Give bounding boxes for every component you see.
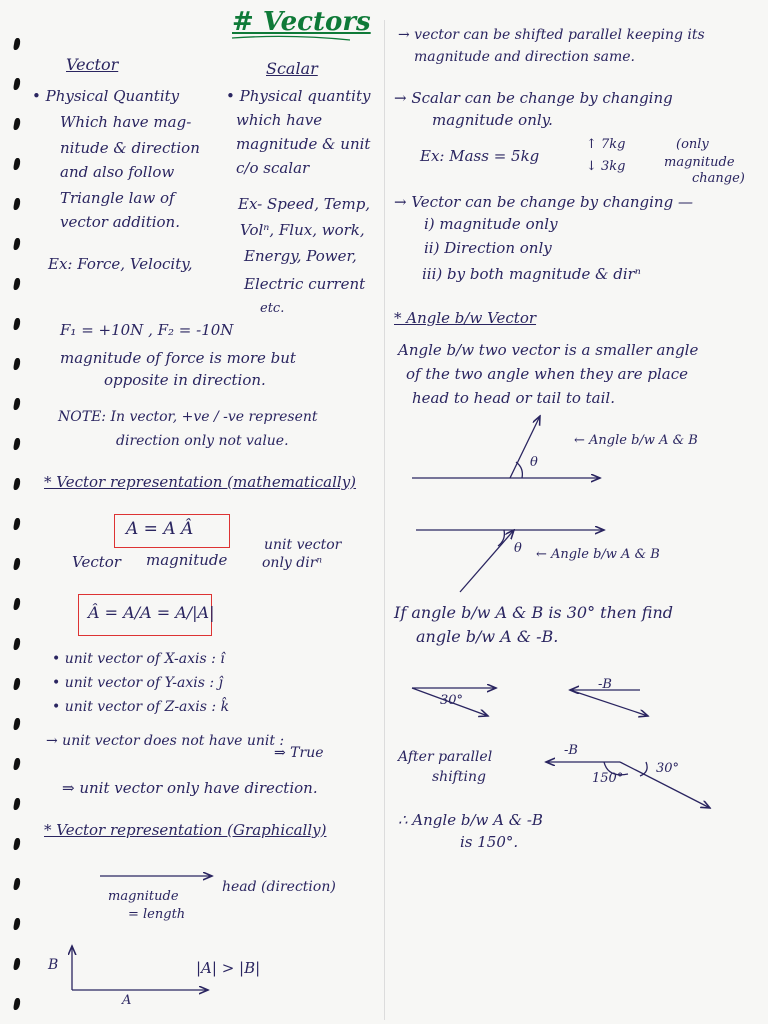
problem-line: If angle b/w A & B is 30° then find xyxy=(394,603,673,622)
vector-examples: Ex: Force, Velocity, xyxy=(48,255,193,273)
label-magnitude: magnitude xyxy=(146,551,228,569)
note-line: NOTE: In vector, +ve / -ve represent xyxy=(58,409,318,425)
shift-line: → vector can be shifted parallel keeping its xyxy=(398,27,705,43)
axis-label-a: A xyxy=(122,993,132,1008)
neg-b-label: -B xyxy=(564,743,578,758)
label-vector: Vector xyxy=(72,553,121,571)
angle-heading: * Angle b/w Vector xyxy=(394,309,537,327)
change-item: iii) by both magnitude & dirⁿ xyxy=(422,265,641,283)
only-magnitude-note: change) xyxy=(692,171,745,186)
magnitude-comparison: |A| > |B| xyxy=(196,959,261,977)
true-label: ⇒ True xyxy=(274,745,324,761)
axis-label-b: B xyxy=(48,957,59,973)
vector-def-line: • Physical Quantity xyxy=(32,87,180,105)
formula-unit-vector: Â = A/A = A/|A| xyxy=(88,603,215,622)
scalar-example-line: Energy, Power, xyxy=(244,247,357,265)
label-unit-vector: unit vector xyxy=(264,537,342,553)
unit-vector-z: • unit vector of Z-axis : k̂ xyxy=(52,699,230,715)
vector-def-line: vector addition. xyxy=(60,213,180,231)
length-label: = length xyxy=(128,907,186,922)
change-item: ii) Direction only xyxy=(424,239,552,257)
after-shift-label: shifting xyxy=(432,769,486,785)
angle-150-label: 150° xyxy=(592,771,624,786)
scalar-example-line: etc. xyxy=(260,301,285,316)
mass-example: Ex: Mass = 5kg xyxy=(420,147,540,165)
neg-b-label: -B xyxy=(598,677,612,692)
change-item: i) magnitude only xyxy=(424,215,558,233)
mass-increase: ↑ 7kg xyxy=(586,137,626,152)
math-representation-heading: * Vector representation (mathematically) xyxy=(44,473,357,491)
answer-line: is 150°. xyxy=(460,833,519,851)
head-direction-label: head (direction) xyxy=(222,879,336,895)
angle-label-head: ← Angle b/w A & B xyxy=(536,547,660,562)
scalar-def-line: magnitude & unit xyxy=(236,135,371,153)
label-unit-direction: only dirⁿ xyxy=(262,555,323,571)
unit-vector-x: • unit vector of X-axis : î xyxy=(52,651,225,667)
scalar-change-line: magnitude only. xyxy=(432,111,553,129)
vector-heading: Vector xyxy=(66,55,119,74)
problem-line: angle b/w A & -B. xyxy=(416,627,559,646)
scalar-example-line: Electric current xyxy=(244,275,366,293)
only-magnitude-note: magnitude xyxy=(664,155,735,170)
angle-definition-line: of the two angle when they are place xyxy=(406,365,688,383)
formula-vector: A = A Â xyxy=(126,519,194,539)
answer-line: ∴ Angle b/w A & -B xyxy=(398,811,543,829)
magnitude-label: magnitude xyxy=(108,889,179,904)
vector-def-line: Triangle law of xyxy=(60,189,175,207)
forces-note-line: opposite in direction. xyxy=(104,371,266,389)
mass-decrease: ↓ 3kg xyxy=(586,159,626,174)
scalar-def-line: which have xyxy=(236,111,323,129)
vector-def-line: Which have mag- xyxy=(60,113,192,131)
vector-def-line: and also follow xyxy=(60,163,175,181)
forces-example: F₁ = +10N , F₂ = -10N xyxy=(60,321,234,339)
scalar-def-line: • Physical quantity xyxy=(226,87,371,105)
page-title: # Vectors xyxy=(232,7,371,37)
only-magnitude-note: (only xyxy=(676,137,709,152)
scalar-heading: Scalar xyxy=(266,59,318,78)
theta-symbol: θ xyxy=(530,455,538,470)
angle-definition-line: Angle b/w two vector is a smaller angle xyxy=(398,341,699,359)
angle-30-label: 30° xyxy=(440,693,464,708)
angle-30-label: 30° xyxy=(656,761,680,776)
note-line: direction only not value. xyxy=(116,433,289,449)
unit-vector-y: • unit vector of Y-axis : ĵ xyxy=(52,675,223,691)
scalar-example-line: Ex- Speed, Temp, xyxy=(238,195,371,213)
forces-note-line: magnitude of force is more but xyxy=(60,349,296,367)
unit-no-unit-statement: → unit vector does not have unit : xyxy=(46,733,285,749)
shift-line: magnitude and direction same. xyxy=(414,49,635,65)
scalar-change-line: → Scalar can be change by changing xyxy=(394,89,673,107)
angle-definition-line: head to head or tail to tail. xyxy=(412,389,615,407)
graphical-representation-heading: * Vector representation (Graphically) xyxy=(44,821,327,839)
unit-direction-statement: ⇒ unit vector only have direction. xyxy=(62,779,318,797)
vector-def-line: nitude & direction xyxy=(60,139,200,157)
theta-symbol: θ xyxy=(514,541,522,556)
vector-change-line: → Vector can be change by changing — xyxy=(394,193,693,211)
scalar-example-line: Volⁿ, Flux, work, xyxy=(240,221,365,239)
after-shift-label: After parallel xyxy=(398,749,493,765)
scalar-def-line: c/o scalar xyxy=(236,159,310,177)
angle-label-tail: ← Angle b/w A & B xyxy=(574,433,698,448)
